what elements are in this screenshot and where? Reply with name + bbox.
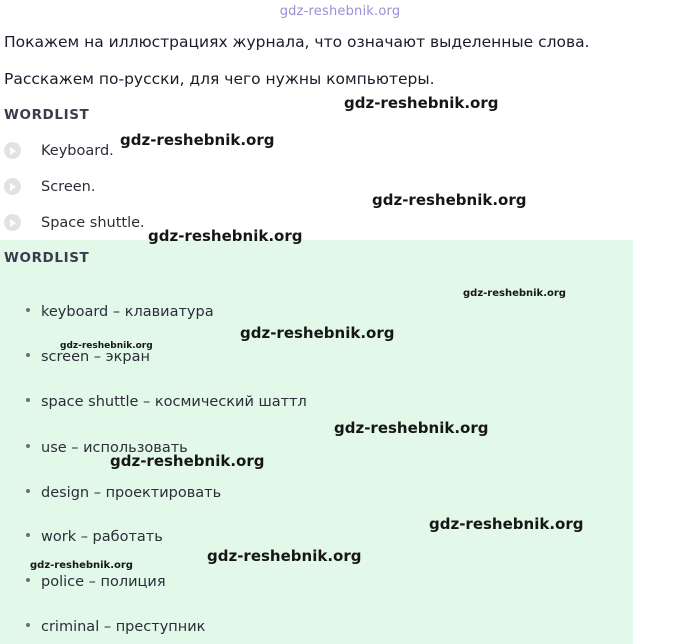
watermark-text: gdz-reshebnik.org <box>344 94 499 112</box>
watermark-text: gdz-reshebnik.org <box>30 560 133 571</box>
bullet-dot-icon <box>26 489 30 493</box>
instruction-paragraph-1: Покажем на иллюстрациях журнала, что означают выделенные слова. <box>4 33 590 51</box>
list-item-label: keyboard – клавиатура <box>41 304 214 320</box>
list-item-label: Space shuttle. <box>41 214 145 231</box>
list-item <box>26 574 166 590</box>
watermark-text: gdz-reshebnik.org <box>463 288 566 299</box>
list-item-label: design – проектировать <box>41 485 222 501</box>
bullet-dot-icon <box>26 533 30 537</box>
play-arrow-icon <box>4 178 21 195</box>
list-item <box>26 529 163 545</box>
bullet-dot-icon <box>26 623 30 627</box>
watermark-text: gdz-reshebnik.org <box>240 324 395 342</box>
instruction-paragraph-2: Расскажем по-русски, для чего нужны компьютеры. <box>4 70 435 88</box>
list-item-label: use – использовать <box>41 440 188 456</box>
play-arrow-icon <box>4 214 21 231</box>
list-item <box>4 178 95 195</box>
list-item-label: space shuttle – космический шаттл <box>41 394 307 410</box>
watermark-text: gdz-reshebnik.org <box>110 452 265 470</box>
list-item <box>26 619 205 635</box>
watermark-text: gdz-reshebnik.org <box>429 515 584 533</box>
list-item <box>26 394 307 410</box>
list-item-label: police – полиция <box>41 574 166 590</box>
watermark-text: gdz-reshebnik.org <box>148 227 303 245</box>
wordlist-heading-top: WORDLIST <box>4 107 90 123</box>
list-item-label: Screen. <box>41 178 96 195</box>
watermark-text: gdz-reshebnik.org <box>334 419 489 437</box>
list-item-label: screen – экран <box>41 349 150 365</box>
play-arrow-icon <box>4 142 21 159</box>
list-item <box>4 214 145 231</box>
list-item <box>26 485 221 501</box>
watermark-text: gdz-reshebnik.org <box>120 131 275 149</box>
top-watermark: gdz-reshebnik.org <box>279 4 401 19</box>
bullet-dot-icon <box>26 444 30 448</box>
watermark-text: gdz-reshebnik.org <box>372 191 527 209</box>
list-item <box>4 142 114 159</box>
bullet-dot-icon <box>26 353 30 357</box>
watermark-text: gdz-reshebnik.org <box>60 341 153 351</box>
wordlist-heading-vocabulary: WORDLIST <box>4 250 90 266</box>
list-item-label: work – работать <box>41 529 163 545</box>
watermark-text: gdz-reshebnik.org <box>207 547 362 565</box>
bullet-dot-icon <box>26 308 30 312</box>
list-item-label: Keyboard. <box>41 142 114 159</box>
list-item <box>26 304 214 320</box>
bullet-dot-icon <box>26 578 30 582</box>
bullet-dot-icon <box>26 398 30 402</box>
list-item <box>26 349 150 365</box>
list-item-label: criminal – преступник <box>41 619 206 635</box>
